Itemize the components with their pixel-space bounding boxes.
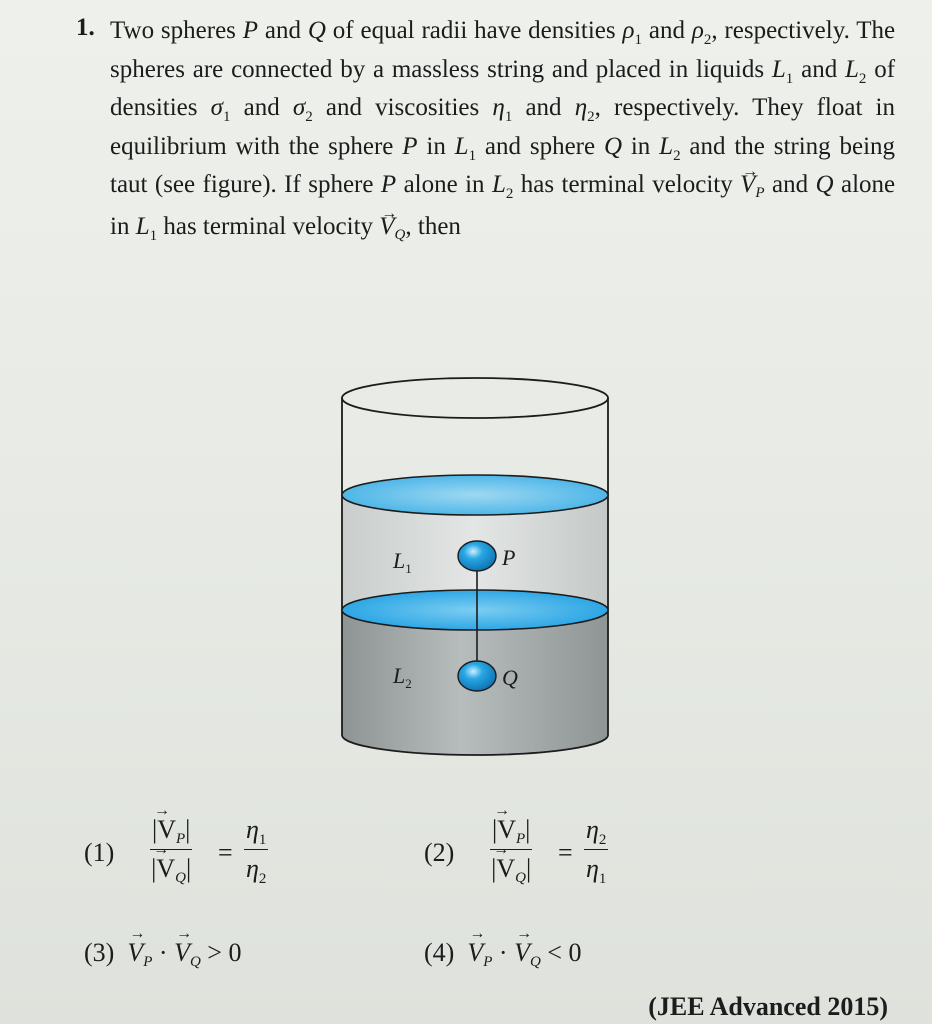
vector-vq: → $V_Q$: [379, 208, 405, 250]
cylinder-top: [342, 378, 608, 418]
option-1-lhs: → |VP| → |VQ|: [150, 815, 192, 884]
label-q: Q: [502, 665, 518, 690]
option-2-number: (2): [424, 838, 455, 867]
option-3: (3) → VP · → VQ > 0: [84, 938, 241, 968]
sphere-p: [458, 541, 496, 571]
vector-vp: → $V_P$: [740, 166, 764, 208]
option-1-rhs: $\frac{\eta_1}{\eta_2}$: [246, 815, 267, 888]
option-2-lhs: → |VP| → |VQ|: [490, 815, 532, 884]
question-number: 1.: [76, 14, 95, 41]
question-text: Two spheres P and Q of equal radii have densities $\rho_1$ and $\rho_2$, respectively. The spheres are connected by a massless string and placed in liquids $L_1$ and $L_2$ of densities $\sigma_1$ and $\sigma_2$ and viscosities $\eta_1$ and $\eta_2$, respectively. They float in equilibrium with the sphere P in $L_1$ and sphere Q in $L_2$ and the string being taut (see figure). If sphere P alone in $L_2$ has terminal velocity → $V_P$ and Q alone in $L_1$ has terminal velocity → $V_Q$, then: [110, 12, 895, 249]
liquid-l2-surface: [342, 590, 608, 630]
option-1-equals: =: [218, 838, 233, 867]
option-4: (4) → VP · → VQ < 0: [424, 938, 581, 968]
sphere-q: [458, 661, 496, 691]
option-2-rhs: $\frac{\eta_2}{\eta_1}$: [586, 815, 607, 888]
liquid-l1-surface: [342, 475, 608, 515]
label-p: P: [502, 545, 516, 570]
option-2-equals: =: [558, 838, 573, 867]
label-l2: $L_2$: [393, 663, 412, 691]
exam-source: (JEE Advanced 2015): [648, 992, 888, 1021]
label-l1: $L_1$: [393, 548, 412, 576]
cylinder-figure: [335, 370, 615, 765]
option-1-number: (1): [84, 838, 115, 867]
